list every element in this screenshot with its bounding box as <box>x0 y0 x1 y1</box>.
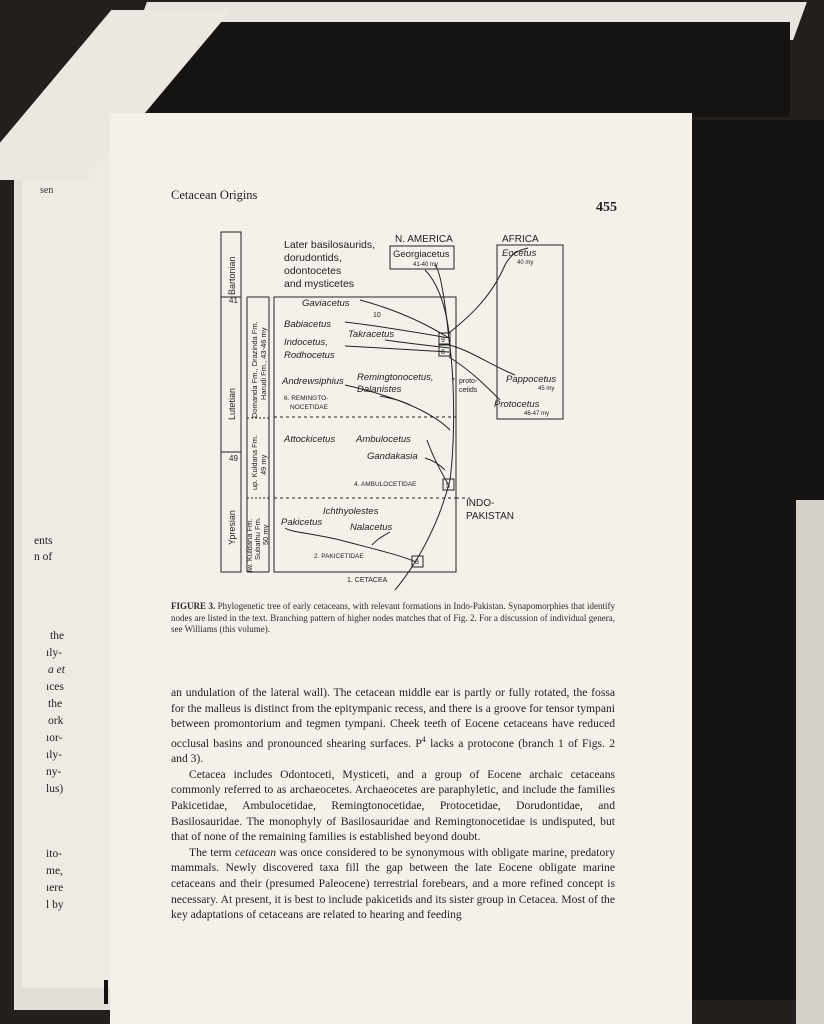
taxon-georgiacetus: Georgiacetus <box>393 249 450 260</box>
taxon-nalacetus: Nalacetus <box>350 522 393 533</box>
page-number: 455 <box>596 200 617 215</box>
taxon-ichthyolestes: Ichthyolestes <box>323 506 379 517</box>
epoch-label: Lutetian <box>227 387 237 420</box>
fragment-ents: ents <box>34 535 53 547</box>
taxon-andrewsiphius: Andrewsiphius <box>282 376 344 387</box>
caption-label: FIGURE 3. <box>171 601 216 611</box>
later-group-label: odontocetes <box>284 265 342 277</box>
paragraph-text: The term <box>189 845 235 859</box>
running-head: Cetacean Origins <box>171 188 258 202</box>
taxon-ambulocetus: Ambulocetus <box>356 434 411 445</box>
branch-nalacetus <box>372 532 390 545</box>
node-label: 8 <box>441 349 445 356</box>
dark-corner-bottom <box>104 980 108 1004</box>
branch-dalanistes <box>380 396 410 405</box>
fragment-line: ito- <box>46 848 62 860</box>
taxon-takracetus: Takracetus <box>348 329 395 340</box>
branch-pappocetus <box>449 345 515 375</box>
africa-box <box>497 245 563 419</box>
fragment-line: ıly- <box>46 749 62 761</box>
italic-term: cetacean <box>234 845 277 859</box>
figure-caption <box>171 601 615 636</box>
fragment-line: ork <box>48 715 64 727</box>
taxon-indocetus: Indocetus, <box>284 337 328 348</box>
paragraph-text: was once considered to be synonymous with obligate marine, predatory mammals. Newly discovered taxa fill the gap between the late Eocene obligate marine cetaceans and their (presumed Paleocene) terrestrial forebears, and a more refined concept is necessary. At present, it is best to include pakicetids and its sister group in Cetacea. Most of the key adaptations of cetaceans are related to hearing and feeding <box>171 845 615 922</box>
caption-text: Phylogenetic tree of early cetaceans, with relevant formations in Indo-Pakistan. Synapomorphies that identify nodes are listed in the text. Branching pattern of higher nodes matches that of Fig. 2. For a discussion of individual genera, see Williams (this volume). <box>171 601 615 634</box>
fragment-line: the <box>50 630 65 642</box>
fragment-line: ıly- <box>46 647 62 659</box>
node-label: 9 <box>441 337 445 344</box>
region-north-america: N. AMERICA <box>395 234 453 245</box>
marker-41: 41 <box>229 296 238 305</box>
taxon-eocetus: Eocetus <box>502 248 537 259</box>
node-label: 5 <box>446 483 450 490</box>
taxon-attockicetus: Attockicetus <box>284 434 336 445</box>
branch-indocetus <box>345 346 449 352</box>
formation-label: Domanda Fm., Drazinda Fm. <box>250 321 259 418</box>
fragment-line: ıere <box>46 882 64 894</box>
marker-49: 49 <box>229 454 238 463</box>
taxon-age: 40 my <box>517 260 534 266</box>
region-africa: AFRICA <box>502 234 539 245</box>
body-text <box>171 685 615 923</box>
region-indo-pakistan: INDO- <box>466 498 495 509</box>
node-label: 3 <box>415 559 419 566</box>
fragment-line: lus) <box>46 783 64 795</box>
taxon-protocetus: Protocetus <box>494 399 540 410</box>
fragment-line: l by <box>46 899 64 911</box>
family-pakicetidae: 2. PAKICETIDAE <box>314 553 364 560</box>
paragraph-text: an undulation of the lateral wall). The cetacean middle ear is partly or fully rotated, the fossa for the malleus is distinct from the epitympanic recess, and there is a groove for tensor tympani between promontorium and tegmen tympani. Cheek teeth of Eocene cetaceans have reduced occlusal basins and pronounced shearing surfaces. P <box>171 686 615 750</box>
taxon-age: 46-47 my <box>524 411 550 417</box>
taxon-dalanistes: Dalanistes <box>357 384 402 395</box>
paragraph-text: lacks a protocone (branch 1 of Figs. 2 and 3). <box>171 736 615 766</box>
protocetids-label: proto- <box>459 378 478 385</box>
region-indo-pakistan: PAKISTAN <box>466 511 514 522</box>
later-group-label: Later basilosaurids, <box>284 239 376 251</box>
taxon-gaviacetus: Gaviacetus <box>302 298 350 309</box>
formation-label: Subathu Fm. <box>253 517 262 560</box>
node-label: 10 <box>373 312 381 319</box>
later-group-label: dorudontids, <box>284 252 342 264</box>
family-remingtonocetidae: NOCETIDAE <box>290 404 328 411</box>
taxon-age: 41-40 my <box>413 262 439 268</box>
fragment-line: the <box>48 698 63 710</box>
later-group-label: and mysticetes <box>284 278 355 290</box>
fragment-line: ıor- <box>46 732 63 744</box>
fragment-line: ıces <box>46 681 64 693</box>
branch-georgiacetus <box>425 270 449 333</box>
paragraph <box>171 685 615 767</box>
protocetids-label: cetids <box>459 387 478 394</box>
epoch-label: Bartonian <box>227 256 237 295</box>
fragment-sen: sen <box>40 185 54 196</box>
formation-label: 50 my <box>261 524 270 545</box>
branch-ambulocetus <box>427 440 448 484</box>
epoch-label: Ypresian <box>227 510 237 545</box>
paragraph <box>171 845 615 923</box>
paragraph: Cetacea includes Odontoceti, Mysticeti, and a group of Eocene archaic cetaceans commonly referred to as archaeocetes. Archaeocetes are paraphyletic, and include the families Pakicetidae, Ambulocetidae, Remingtonocetidae, Protocetidae, Dorudontidae, and Basilosauridae. The monophyly of Basilosauridae and Remingtonocetidae is undisputed, but that of none of the remaining families is established beyond doubt. <box>171 767 615 844</box>
fragment-line: me, <box>46 865 63 877</box>
taxon-pappocetus: Pappocetus <box>506 374 557 385</box>
formation-label: Harudi Fm., 43-46 my <box>259 327 268 400</box>
cetacea-stem <box>395 265 454 590</box>
taxon-pakicetus: Pakicetus <box>281 517 323 528</box>
taxon-remingtonocetus: Remingtonocetus, <box>357 372 434 383</box>
fragment-line: a et <box>48 664 65 676</box>
family-ambulocetidae: 4. AMBULOCETIDAE <box>354 481 417 488</box>
taxon-rodhocetus: Rodhocetus <box>284 350 335 361</box>
taxon-gandakasia: Gandakasia <box>367 451 418 462</box>
taxon-age: 45 my <box>538 386 555 392</box>
family-remingtonocetidae: 6. REMINGTO- <box>284 395 329 402</box>
fragment-line: ny- <box>46 766 62 778</box>
node-label: 7 <box>451 378 455 385</box>
fragment-nof: n of <box>34 551 53 563</box>
formation-label: lw. Kuldana Fm. <box>245 518 254 572</box>
formation-label: up. Kuldana Fm. <box>250 434 259 490</box>
taxon-babiacetus: Babiacetus <box>284 319 332 330</box>
family-cetacea: 1. CETACEA <box>347 577 388 584</box>
formation-label: 49 my <box>259 454 268 475</box>
superscript: 4 <box>421 734 426 744</box>
